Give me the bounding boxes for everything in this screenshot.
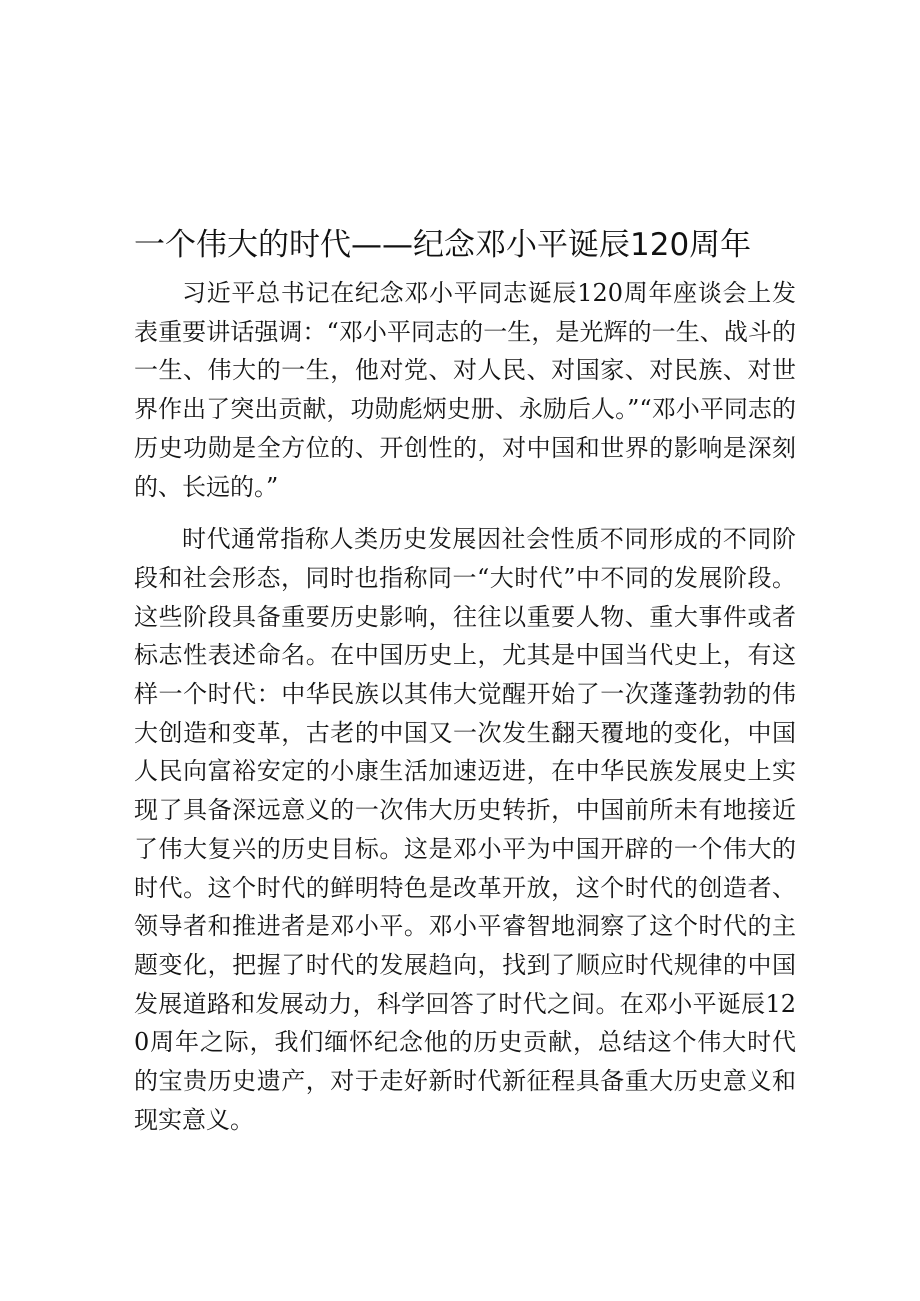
document-title: 一个伟大的时代——纪念邓小平诞辰120周年 — [134, 227, 752, 263]
paragraph-2: 时代通常指称人类历史发展因社会性质不同形成的不同阶段和社会形态，同时也指称同一“大时代”中不同的发展阶段。这些阶段具备重要历史影响，往往以重要人物、重大事件或者标志性表述命名。在中国历史上，尤其是中国当代史上，有这样一个时代：中华民族以其伟大觉醒开始了一次蓬蓬勃勃的伟大创造和变革，古老的中国又一次发生翻天覆地的变化，中国人民向富裕安定的小康生活加速迈进，在中华民族发展史上实现了具备深远意义的一次伟大历史转折，中国前所未有地接近了伟大复兴的历史目标。这是邓小平为中国开辟的一个伟大的时代。这个时代的鲜明特色是改革开放，这个时代的创造者、领导者和推进者是邓小平。邓小平睿智地洞察了这个时代的主题变化，把握了时代的发展趋向，找到了顺应时代规律的中国发展道路和发展动力，科学回答了时代之间。在邓小平诞辰120周年之际，我们缅怀纪念他的历史贡献，总结这个伟大时代的宝贵历史遗产，对于走好新时代新征程具备重大历史意义和现实意义。 — [134, 525, 796, 1134]
document-body — [134, 274, 796, 1153]
paragraph-1: 习近平总书记在纪念邓小平同志诞辰120周年座谈会上发表重要讲话强调：“邓小平同志的一生，是光辉的一生、战斗的一生、伟大的一生，他对党、对人民、对国家、对民族、对世界作出了突出贡献，功勋彪炳史册、永励后人。”“邓小平同志的历史功勋是全方位的、开创性的，对中国和世界的影响是深刻的、长远的。” — [134, 279, 796, 501]
